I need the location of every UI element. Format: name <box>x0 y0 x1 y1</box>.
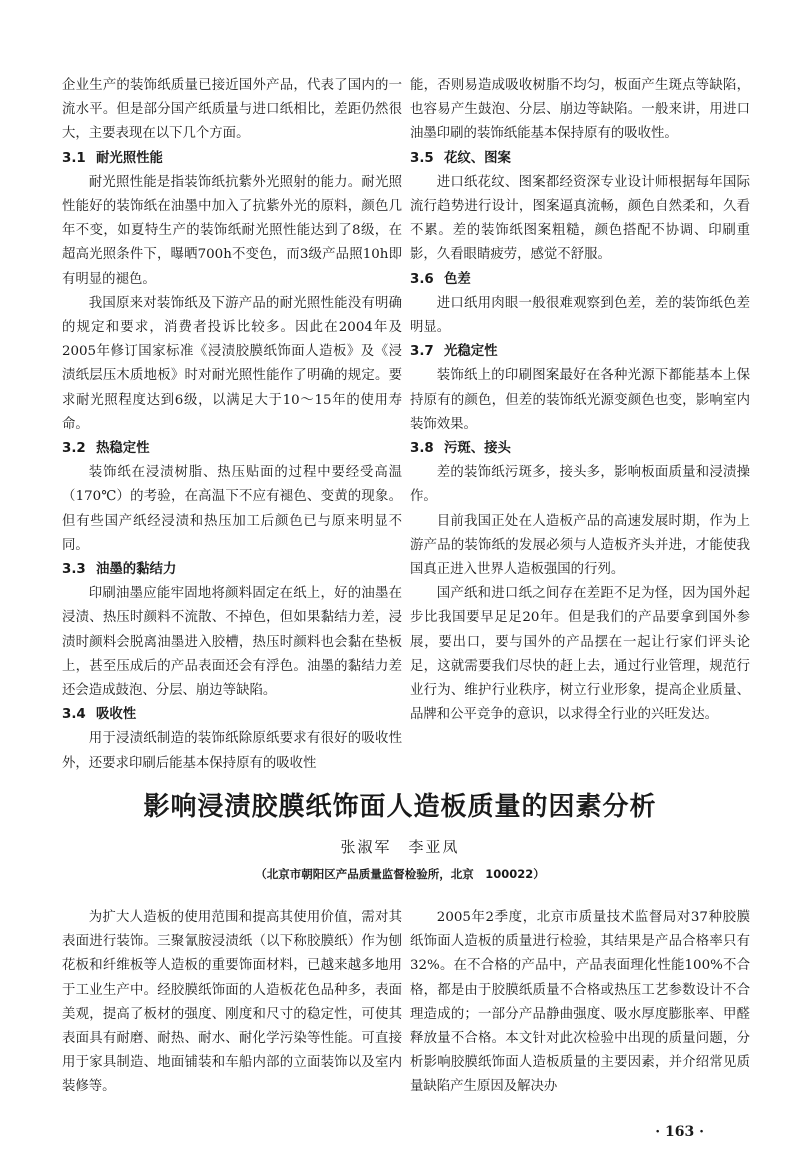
section-heading-3-3: 3.3 油墨的黏结力 <box>62 562 177 578</box>
top-right-column <box>410 74 750 727</box>
top-left-column <box>62 74 402 776</box>
section-heading-3-4: 3.4 吸收性 <box>62 707 137 723</box>
paragraph: 企业生产的装饰纸质量已接近国外产品，代表了国内的一流水平。但是部分国产纸质量与进口纸相比，差距仍然很大，主要表现在以下几个方面。 <box>62 78 402 142</box>
section-heading-3-1: 3.1 耐光照性能 <box>62 150 163 166</box>
article-authors: 张淑军 李亚凤 <box>340 838 460 856</box>
paragraph: 我国原来对装饰纸及下游产品的耐光照性能没有明确的规定和要求，消费者投诉比较多。因此在2004年及2005年修订国家标准《浸渍胶膜纸饰面人造板》及《浸渍纸层压木质地板》时对耐光照性能作了明确的规定。要求耐光照程度达到6级，以满足大于10～15年的使用寿命。 <box>62 295 402 432</box>
paragraph: 用于浸渍纸制造的装饰纸除原纸要求有很好的吸收性外，还要求印刷后能基本保持原有的吸收性 <box>62 731 402 771</box>
paragraph: 耐光照性能是指装饰纸抗紫外光照射的能力。耐光照性能好的装饰纸在油墨中加入了抗紫外光的原料，颜色几年不变，如夏特生产的装饰纸耐光照性能达到了8级，在超高光照条件下，曝晒700h不变色，而3级产品照10h即有明显的褪色。 <box>62 174 402 287</box>
section-heading-3-7: 3.7 光稳定性 <box>410 344 498 360</box>
section-heading-3-6: 3.6 色差 <box>410 271 471 287</box>
article-title: 影响浸渍胶膜纸饰面人造板质量的因素分析 <box>143 792 657 822</box>
paragraph: 装饰纸在浸渍树脂、热压贴面的过程中要经受高温（170℃）的考验，在高温下不应有褪色、变黄的现象。但有些国产纸经浸渍和热压加工后颜色已与原来明显不同。 <box>62 465 402 553</box>
paragraph: 2005年2季度，北京市质量技术监督局对37种胶膜纸饰面人造板的质量进行检验，其结果是产品合格率只有32%。在不合格的产品中，产品表面理化性能100%不合格，都是由于胶膜纸质量不合格或热压工艺参数设计不合理造成的；一部分产品静曲强度、吸水厚度膨胀率、甲醛释放量不合格。本文针对此次检验中出现的质量问题，分析影响胶膜纸饰面人造板质量的主要因素，并介绍常见质量缺陷产生原因及解决办 <box>410 910 750 1095</box>
paragraph: 进口纸花纹、图案都经资深专业设计师根据每年国际流行趋势进行设计，图案逼真流畅，颜色自然柔和，久看不累。差的装饰纸图案粗糙，颜色搭配不协调、印刷重影，久看眼睛疲劳，感觉不舒服。 <box>410 174 750 263</box>
paragraph: 国产纸和进口纸之间存在差距不足为怪，因为国外起步比我国要早足足20年。但是我们的产品要拿到国外参展，要出口，要与国外的产品摆在一起让行家们评头论足，这就需要我们尽快的赶上去，通过行业管理，规范行业行为、维护行业秩序，树立行业形象，提高企业质量、品牌和公平竞争的意识，以求得全行业的兴旺发达。 <box>410 586 750 723</box>
section-heading-3-2: 3.2 热稳定性 <box>62 441 150 457</box>
page-number: · 163 · <box>655 1124 704 1140</box>
paragraph: 印刷油墨应能牢固地将颜料固定在纸上，好的油墨在浸渍、热压时颜料不流散、不掉色，但如果黏结力差，浸渍时颜料会脱离油墨进入胶槽，热压时颜料也会黏在垫板上，甚至压成后的产品表面还会有浮色。油墨的黏结力差还会造成鼓泡、分层、崩边等缺陷。 <box>62 586 402 699</box>
section-heading-3-8: 3.8 污斑、接头 <box>410 441 511 457</box>
paragraph: 能，否则易造成吸收树脂不均匀，板面产生斑点等缺陷，也容易产生鼓泡、分层、崩边等缺陷。一般来讲，用进口油墨印刷的装饰纸能基本保持原有的吸收性。 <box>410 78 750 142</box>
paragraph: 装饰纸上的印刷图案最好在各种光源下都能基本上保持原有的颜色，但差的装饰纸光源变颜色也变，影响室内装饰效果。 <box>410 368 750 432</box>
paragraph: 差的装饰纸污斑多，接头多，影响板面质量和浸渍操作。 <box>410 465 750 505</box>
paragraph: 目前我国正处在人造板产品的高速发展时期，作为上游产品的装饰纸的发展必须与人造板齐头并进，才能使我国真正进入世界人造板强国的行列。 <box>410 513 750 578</box>
bottom-right-column <box>410 906 750 1100</box>
section-heading-3-5: 3.5 花纹、图案 <box>410 150 511 166</box>
bottom-left-column <box>62 906 402 1100</box>
paragraph: 为扩大人造板的使用范围和提高其使用价值，需对其表面进行装饰。三聚氰胺浸渍纸（以下称胶膜纸）作为刨花板和纤维板等人造板的重要饰面材料，已越来越多地用于工业生产中。经胶膜纸饰面的人造板花色品种多，表面美观，提高了板材的强度、刚度和尺寸的稳定性，可使其表面具有耐磨、耐热、耐水、耐化学污染等性能。可直接用于家具制造、地面铺装和车船内部的立面装饰以及室内装修等。 <box>62 910 402 1095</box>
article-affiliation: （北京市朝阳区产品质量监督检验所，北京 100022） <box>255 867 545 881</box>
paragraph: 进口纸用肉眼一般很难观察到色差，差的装饰纸色差明显。 <box>410 295 750 336</box>
